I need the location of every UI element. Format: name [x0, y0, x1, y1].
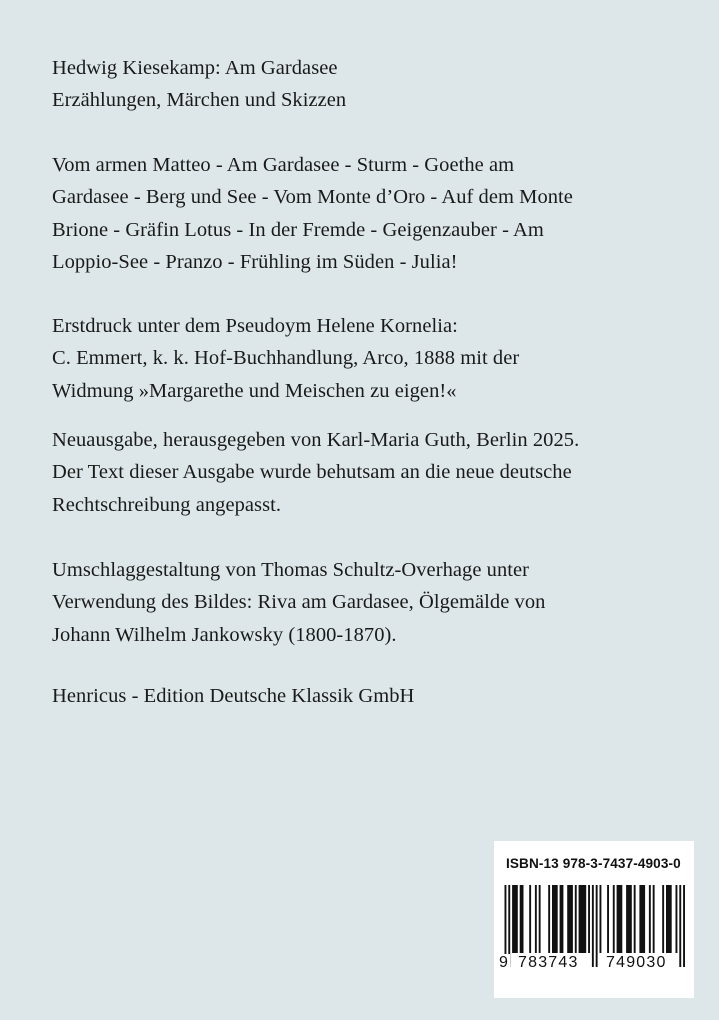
publisher-line: Henricus - Edition Deutsche Klassik GmbH	[52, 685, 415, 707]
barcode-bar	[676, 885, 678, 953]
contents-line: Vom armen Matteo - Am Gardasee - Sturm - Goethe am	[52, 154, 515, 176]
first-print-line: C. Emmert, k. k. Hof-Buchhandlung, Arco, 1888 mit der	[52, 347, 520, 370]
barcode-guard-bar	[592, 885, 594, 967]
isbn-label: ISBN-13 978-3-7437-4903-0	[506, 856, 681, 871]
edition-line: Neuausgabe, herausgegeben von Karl-Maria Guth, Berlin 2025.	[52, 429, 580, 451]
barcode-bar	[552, 885, 558, 953]
cover-credit-line: Umschlaggestaltung von Thomas Schultz-Overhage unter	[52, 559, 530, 581]
barcode-bar	[613, 885, 615, 953]
contents-line: Brione - Gräfin Lotus - In der Fremde - Geigenzauber - Am	[52, 218, 544, 241]
barcode-bar	[567, 885, 573, 953]
barcode-guard-bar	[683, 885, 685, 967]
first-print-line: Erstdruck unter dem Pseudoym Helene Kornelia:	[52, 315, 458, 337]
barcode-digits-right: 749030	[606, 954, 667, 971]
barcode-guard-bar	[596, 885, 598, 967]
cover-credit-line: Johann Wilhelm Jankowsky (1800-1870).	[52, 623, 397, 646]
barcode-bar	[600, 885, 602, 953]
barcode-bar	[653, 885, 655, 953]
contents-line: Loppio-See - Pranzo - Frühling im Süden - Julia!	[52, 250, 458, 273]
barcode-bar	[575, 885, 577, 953]
barcode-bar	[548, 885, 550, 953]
publisher-block	[52, 680, 692, 712]
book-subtitle-line: Erzählungen, Märchen und Skizzen	[52, 89, 347, 112]
barcode-digit-first: 9	[499, 954, 510, 971]
cover-credit-line: Verwendung des Bildes: Riva am Gardasee, Ölgemälde von	[52, 591, 546, 614]
barcode-bar	[535, 885, 537, 953]
first-print-block	[52, 310, 692, 407]
title-block	[52, 52, 692, 117]
barcode-bar	[560, 885, 564, 953]
edition-block	[52, 424, 692, 521]
barcode-bar	[607, 885, 609, 953]
barcode-bar	[634, 885, 636, 953]
barcode-digits-left: 783743	[518, 954, 579, 971]
barcode-bar	[512, 885, 518, 953]
barcode-bar	[649, 885, 651, 953]
barcode-bar	[579, 885, 587, 953]
barcode-bar	[666, 885, 672, 953]
barcode-bar	[662, 885, 664, 953]
contents-line: Gardasee - Berg und See - Vom Monte d’Oro - Auf dem Monte	[52, 186, 573, 209]
edition-line: Der Text dieser Ausgabe wurde behutsam an die neue deutsche	[52, 461, 572, 484]
barcode-bar	[617, 885, 623, 953]
barcode-bar	[626, 885, 632, 953]
book-title-line: Hedwig Kiesekamp: Am Gardasee	[52, 57, 338, 79]
contents-block	[52, 149, 692, 278]
barcode-bar	[639, 885, 645, 953]
barcode-bar	[529, 885, 531, 953]
barcode-bar	[520, 885, 524, 953]
edition-line: Rechtschreibung angepasst.	[52, 493, 282, 516]
barcode-bar	[539, 885, 541, 953]
barcode-guard-bar	[679, 885, 681, 967]
first-print-line: Widmung »Margarethe und Meischen zu eigen!«	[52, 379, 457, 402]
isbn-barcode-box	[494, 841, 694, 998]
barcode-bar	[588, 885, 590, 953]
cover-credits-block	[52, 554, 692, 651]
